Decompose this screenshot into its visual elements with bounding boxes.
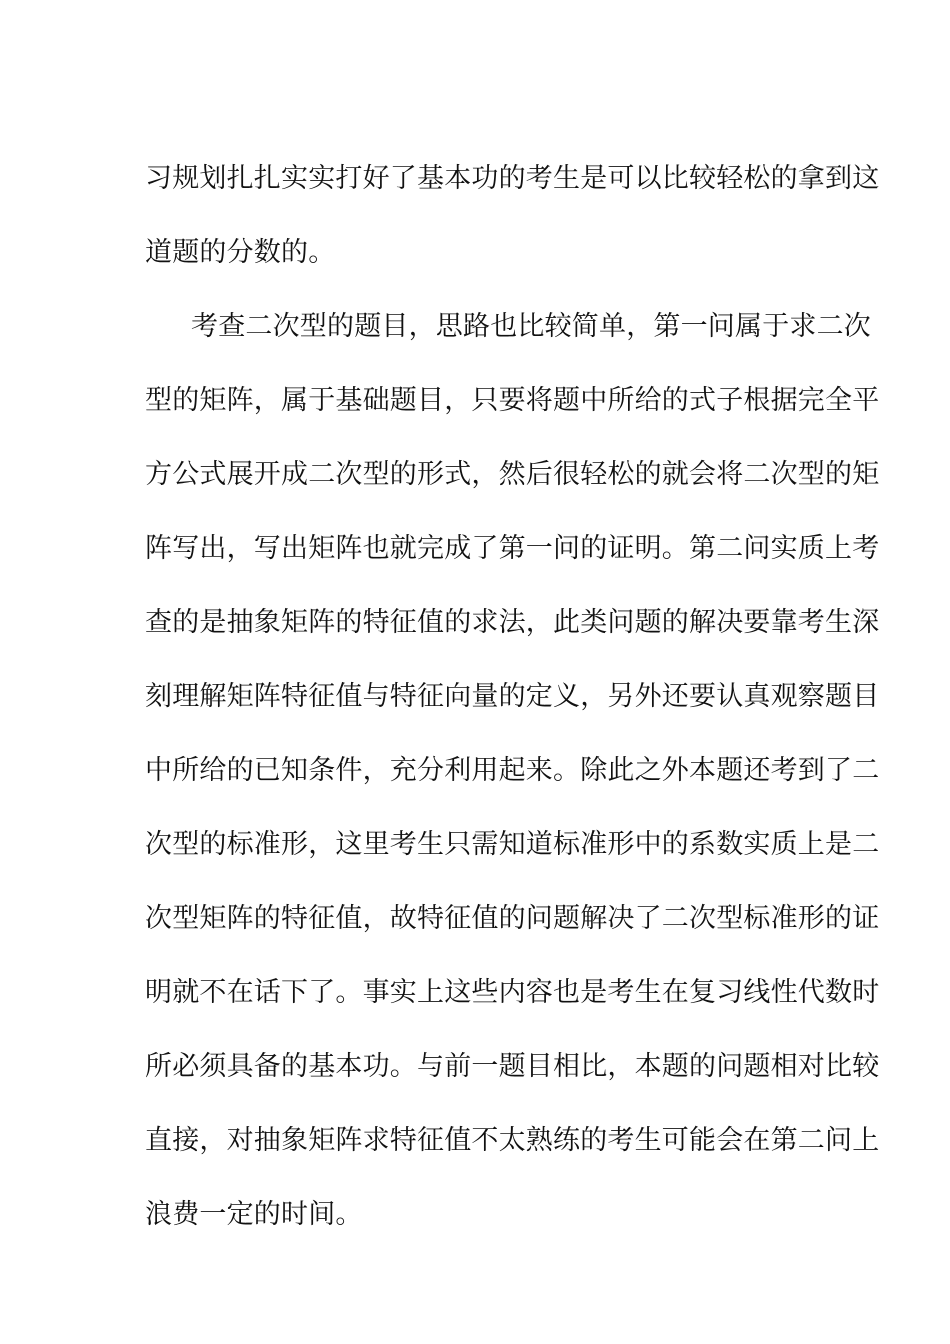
- text-line-4: 型的矩阵，属于基础题目，只要将题中所给的式子根据完全平: [145, 385, 880, 416]
- text-line-1: 习规划扎扎实实打好了基本功的考生是可以比较轻松的拿到这: [145, 163, 880, 194]
- text-line-2: 道题的分数的。: [145, 237, 336, 268]
- text-line-14: 直接，对抽象矩阵求特征值不太熟练的考生可能会在第二问上: [145, 1125, 880, 1156]
- text-line-13: 所必须具备的基本功。与前一题目相比，本题的问题相对比较: [145, 1051, 880, 1082]
- text-line-8: 刻理解矩阵特征值与特征向量的定义，另外还要认真观察题目: [145, 681, 880, 712]
- text-line-5: 方公式展开成二次型的形式，然后很轻松的就会将二次型的矩: [145, 459, 880, 490]
- text-line-15: 浪费一定的时间。: [145, 1199, 363, 1230]
- text-line-7: 查的是抽象矩阵的特征值的求法，此类问题的解决要靠考生深: [145, 607, 880, 638]
- text-line-11: 次型矩阵的特征值，故特征值的问题解决了二次型标准形的证: [145, 903, 880, 934]
- text-line-6: 阵写出，写出矩阵也就完成了第一问的证明。第二问实质上考: [145, 533, 880, 564]
- text-line-9: 中所给的已知条件，充分利用起来。除此之外本题还考到了二: [145, 755, 880, 786]
- text-line-10: 次型的标准形，这里考生只需知道标准形中的系数实质上是二: [145, 829, 880, 860]
- text-line-12: 明就不在话下了。事实上这些内容也是考生在复习线性代数时: [145, 977, 880, 1008]
- text-line-3: 考查二次型的题目，思路也比较简单，第一问属于求二次: [191, 311, 871, 342]
